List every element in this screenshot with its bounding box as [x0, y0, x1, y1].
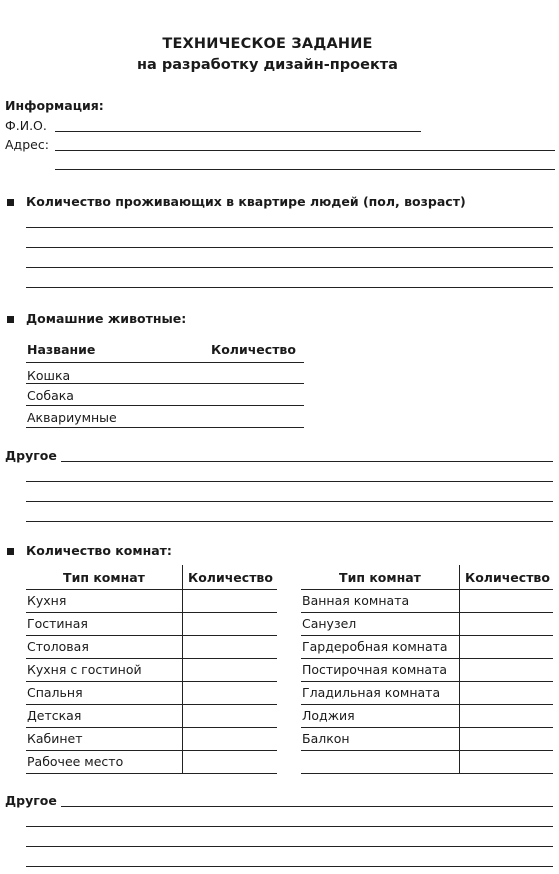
pet-row-label: Аквариумные [27, 410, 117, 425]
other-line[interactable] [26, 826, 553, 827]
rooms-col-type: Тип комнат [63, 570, 145, 585]
pet-row-line[interactable] [26, 427, 304, 428]
bullet-icon [7, 548, 14, 555]
room-type-label: Гостиная [27, 616, 88, 631]
room-type-label: Детская [27, 708, 82, 723]
rooms-col-type: Тип комнат [339, 570, 421, 585]
room-type-label: Кухня [27, 593, 67, 608]
room-row-line[interactable] [26, 727, 277, 728]
pets-header-line [26, 362, 304, 363]
room-type-label: Санузел [302, 616, 357, 631]
rooms-column-divider [182, 565, 183, 773]
address-label: Адрес: [5, 137, 49, 152]
room-row-line[interactable] [301, 658, 553, 659]
room-type-label: Гладильная комната [302, 685, 441, 700]
room-row-line[interactable] [26, 635, 277, 636]
other-line[interactable] [26, 846, 553, 847]
rooms-heading: Количество комнат: [26, 543, 172, 558]
address-field-line[interactable] [55, 150, 555, 151]
room-type-label: Столовая [27, 639, 89, 654]
room-type-label: Лоджия [302, 708, 355, 723]
room-row-line[interactable] [301, 612, 553, 613]
pet-row-label: Собака [27, 388, 74, 403]
room-type-label: Рабочее место [27, 754, 124, 769]
residents-line[interactable] [26, 287, 553, 288]
pet-row-line[interactable] [26, 383, 304, 384]
pet-row-label: Кошка [27, 368, 71, 383]
fio-label: Ф.И.О. [5, 118, 47, 133]
room-type-label: Постирочная комната [302, 662, 448, 677]
rooms-header-line [26, 589, 277, 590]
address-field-line-2[interactable] [55, 169, 555, 170]
room-row-line[interactable] [26, 612, 277, 613]
other-line[interactable] [26, 481, 553, 482]
other-label: Другое [5, 793, 57, 808]
room-type-label: Балкон [302, 731, 350, 746]
room-type-label: Кабинет [27, 731, 83, 746]
room-row-line[interactable] [26, 750, 277, 751]
room-row-line[interactable] [301, 773, 553, 774]
room-type-label: Спальня [27, 685, 83, 700]
residents-line[interactable] [26, 227, 553, 228]
room-row-line[interactable] [26, 681, 277, 682]
bullet-icon [7, 316, 14, 323]
residents-line[interactable] [26, 267, 553, 268]
residents-heading: Количество проживающих в квартире людей (пол, возраст) [26, 194, 466, 209]
other-line[interactable] [26, 521, 553, 522]
room-row-line[interactable] [301, 681, 553, 682]
other-line[interactable] [61, 806, 553, 807]
room-type-label: Ванная комната [302, 593, 410, 608]
room-type-label: Гардеробная комната [302, 639, 448, 654]
bullet-icon [7, 199, 14, 206]
room-row-line[interactable] [301, 750, 553, 751]
pets-col-name: Название [27, 342, 96, 357]
room-type-label: Кухня с гостиной [27, 662, 142, 677]
room-row-line[interactable] [26, 773, 277, 774]
document-subtitle: на разработку дизайн-проекта [137, 57, 398, 73]
other-line[interactable] [26, 501, 553, 502]
room-row-line[interactable] [26, 658, 277, 659]
room-row-line[interactable] [26, 704, 277, 705]
room-row-line[interactable] [301, 727, 553, 728]
other-label: Другое [5, 448, 57, 463]
rooms-col-count: Количество [465, 570, 550, 585]
rooms-col-count: Количество [188, 570, 273, 585]
pet-row-line[interactable] [26, 405, 304, 406]
other-line[interactable] [61, 461, 553, 462]
rooms-column-divider [459, 565, 460, 773]
pets-col-count: Количество [211, 342, 296, 357]
room-row-line[interactable] [301, 704, 553, 705]
other-line[interactable] [26, 866, 553, 867]
pets-heading: Домашние животные: [26, 311, 187, 326]
room-row-line[interactable] [301, 635, 553, 636]
info-heading: Информация: [5, 98, 104, 113]
rooms-header-line [301, 589, 553, 590]
residents-line[interactable] [26, 247, 553, 248]
document-title: ТЕХНИЧЕСКОЕ ЗАДАНИЕ [162, 36, 373, 52]
fio-field-line[interactable] [55, 131, 421, 132]
